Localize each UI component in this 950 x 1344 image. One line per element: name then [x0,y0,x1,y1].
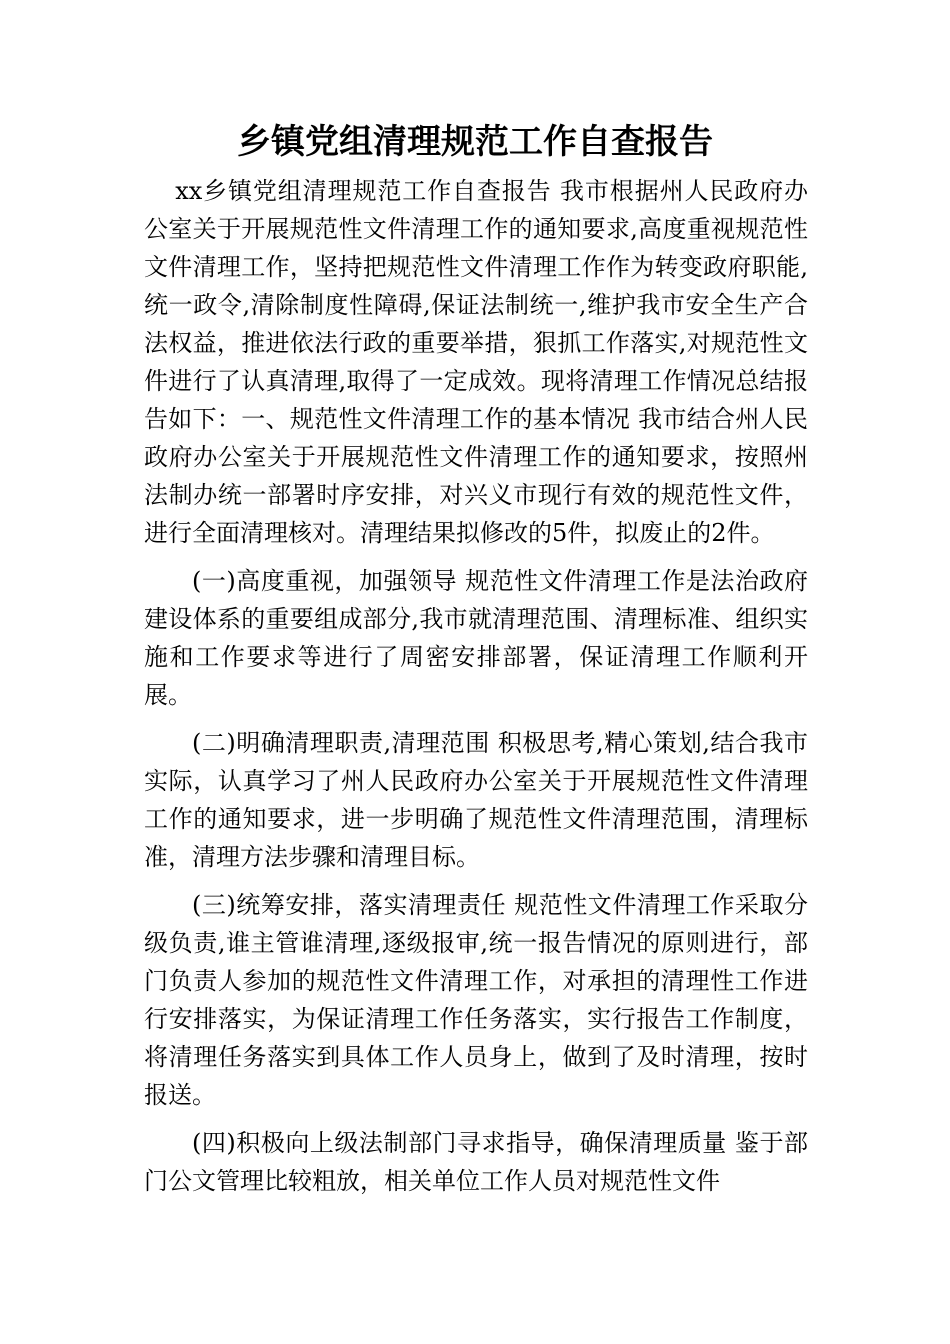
paragraph-section-3: (三)统筹安排，落实清理责任 规范性文件清理工作采取分级负责,谁主管谁清理,逐级报审,统一报告情况的原则进行，部门负责人参加的规范性文件清理工作，对承担的清理性工作进行安排落实，为保证清理工作任务落实，实行报告工作制度，将清理任务落实到具体工作人员身上，做到了及时清理，按时报送。 [144,891,808,1109]
paragraph-section-1: (一)高度重视，加强领导 规范性文件清理工作是法治政府建设体系的重要组成部分,我市就清理范围、清理标准、组织实施和工作要求等进行了周密安排部署，保证清理工作顺利开展。 [144,567,808,709]
document-body [144,172,808,1210]
paragraph-section-2: (二)明确清理职责,清理范围 积极思考,精心策划,结合我市实际，认真学习了州人民政府办公室关于开展规范性文件清理工作的通知要求，进一步明确了规范性文件清理范围，清理标准，清理方法步骤和清理目标。 [144,729,808,871]
paragraph-section-4: (四)积极向上级法制部门寻求指导，确保清理质量 鉴于部门公文管理比较粗放，相关单位工作人员对规范性文件 [144,1129,808,1195]
document-title: 乡镇党组清理规范工作自查报告 [237,122,713,162]
paragraph-intro: xx乡镇党组清理规范工作自查报告 我市根据州人民政府办公室关于开展规范性文件清理工作的通知要求,高度重视规范性文件清理工作，坚持把规范性文件清理工作作为转变政府职能,统一政令,清除制度性障碍,保证法制统一,维护我市安全生产合法权益，推进依法行政的重要举措，狠抓工作落实,对规范性文件进行了认真清理,取得了一定成效。现将清理工作情况总结报告如下：一、规范性文件清理工作的基本情况 我市结合州人民政府办公室关于开展规范性文件清理工作的通知要求，按照州法制办统一部署时序安排，对兴义市现行有效的规范性文件，进行全面清理核对。清理结果拟修改的5件，拟废止的2件。 [144,177,808,547]
